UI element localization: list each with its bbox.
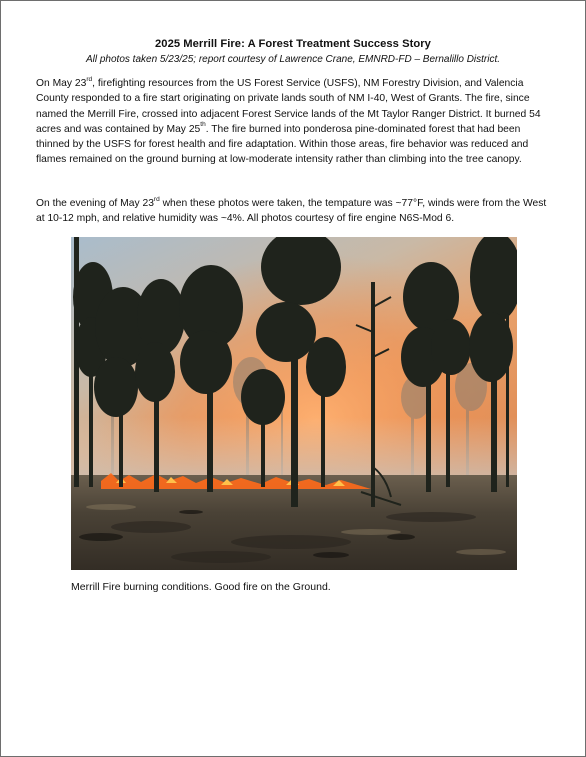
- fire-photo: [71, 237, 517, 570]
- p1-sup-b: th: [200, 121, 206, 129]
- p1-sup-a: rd: [86, 75, 93, 83]
- paragraph-weather-conditions: [36, 196, 553, 227]
- p1-text-a: On May 23: [36, 78, 87, 89]
- p1-text-c: . The fire burned into ponderosa pine-dominated forest that had been thinned by the USFS for forest health and fire adaptation. Within those areas, fire behavior was reduced and flames remained on the ground burning at low-moderate intensity rather than climbing into the tree canopy.: [36, 123, 529, 166]
- p2-text-b: when these photos were taken, the tempature was ~77°F, winds were from the West at 10-12 mph, and relative humidity was ~4%. All photos courtesy of fire engine N6S-Mod 6.: [36, 198, 547, 225]
- document-subtitle: All photos taken 5/23/25; report courtesy of Lawrence Crane, EMNRD-FD – Bernalillo District.: [85, 54, 501, 65]
- paragraph-incident-summary: [36, 76, 553, 168]
- p1-text-b: , firefighting resources from the US Forest Service (USFS), NM Forestry Division, and Valencia County responded to a fire start originating on private lands south of NM I-40, West of Grants. The fire, since named the Merrill Fire, crossed into adjacent Forest Service lands of the Mt Taylor Ranger District. It burned 54 acres and was contained by May 25: [36, 78, 541, 135]
- photo-caption: Merrill Fire burning conditions. Good fire on the Ground.: [71, 581, 331, 593]
- document-title: 2025 Merrill Fire: A Forest Treatment Success Story: [155, 38, 431, 50]
- p2-text-a: On the evening of May 23: [36, 198, 154, 209]
- p2-sup-a: rd: [153, 195, 160, 203]
